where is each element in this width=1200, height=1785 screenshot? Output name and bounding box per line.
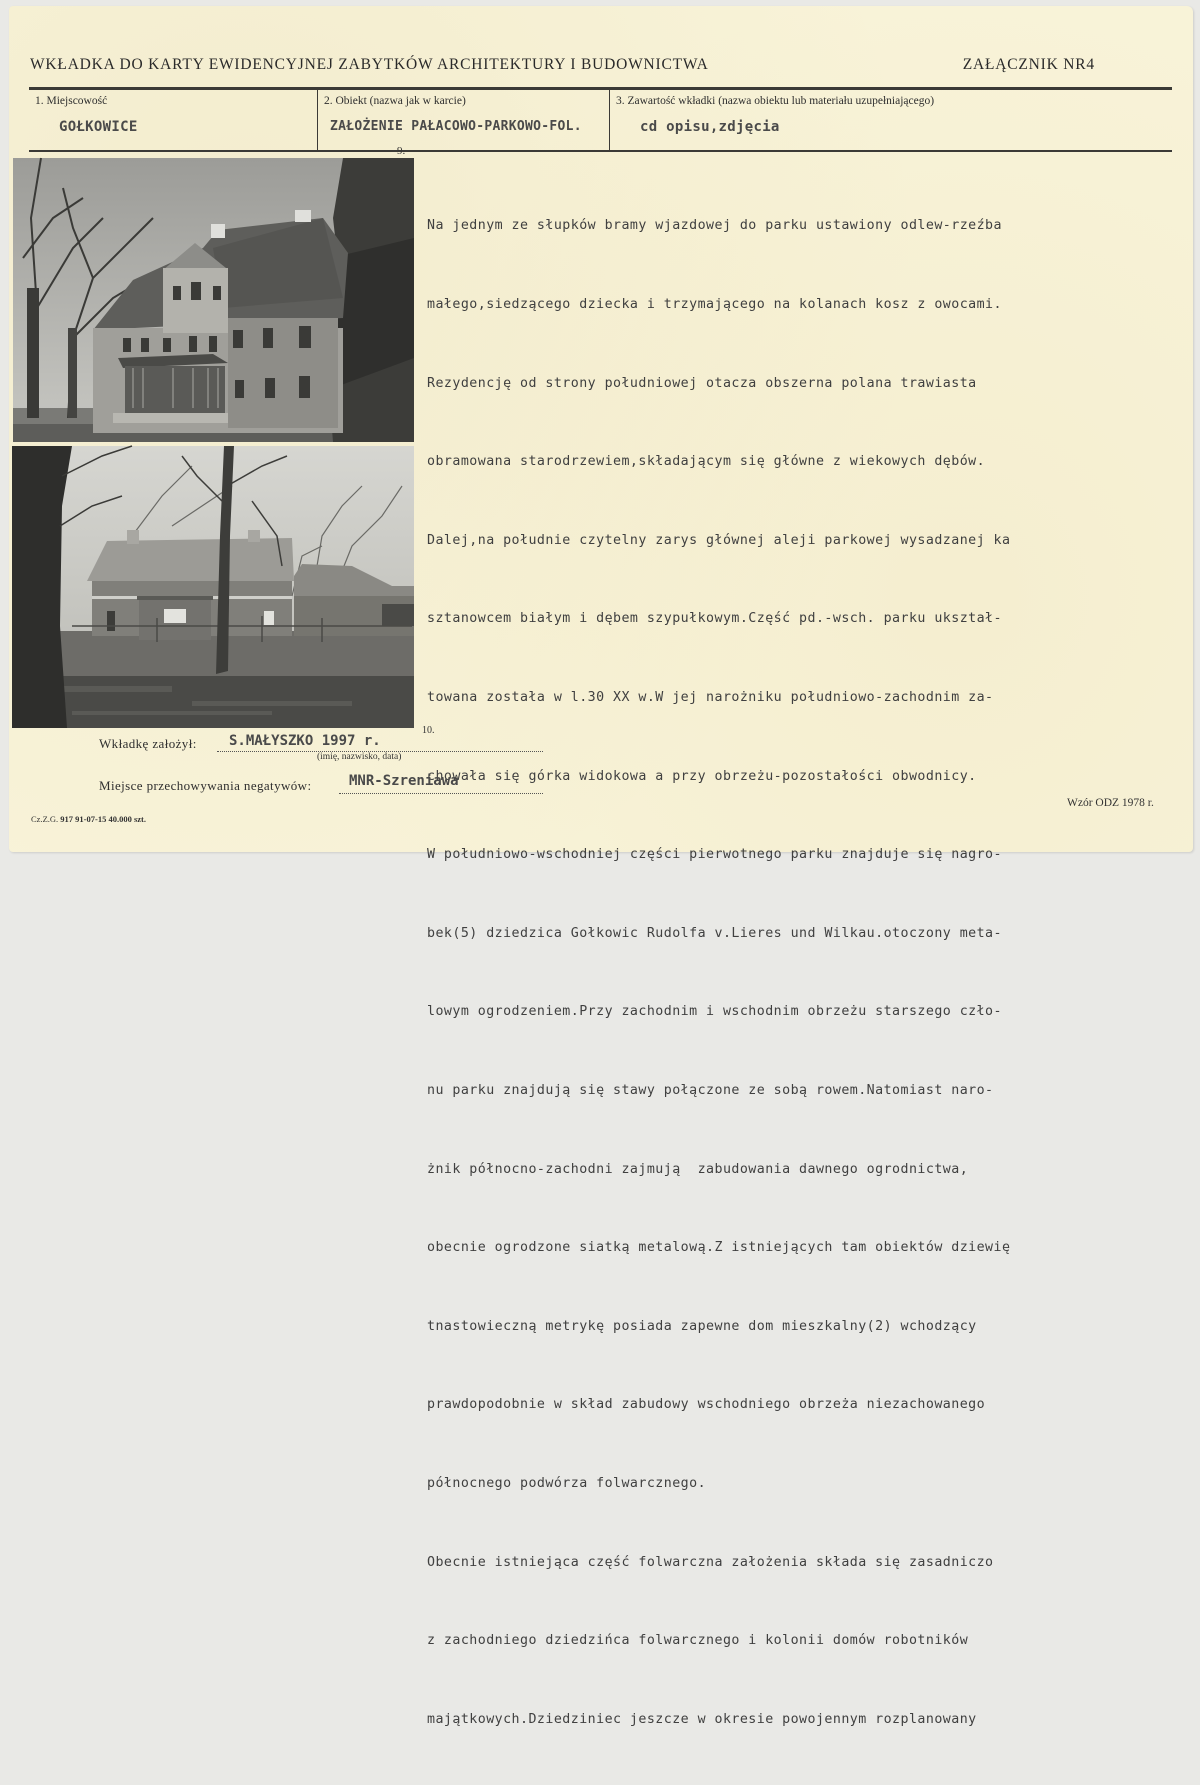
text-line: majątkowych.Dziedziniec jeszcze w okresie powojennym rozplanowany [427, 1711, 977, 1727]
field-contents [609, 90, 1173, 150]
photo-gardening-buildings [12, 446, 414, 728]
created-by-hint: (imię, nazwisko, data) [317, 752, 402, 762]
annex-number: ZAŁĄCZNIK NR4 [962, 56, 1095, 73]
field-object-value: ZAŁOŻENIE PAŁACOWO-PARKOWO-FOL. [330, 119, 582, 134]
text-line: Na jednym ze słupków bramy wjazdowej do parku ustawiony odlew-rzeźba [427, 218, 1002, 234]
text-line: sztanowcem białym i dębem szypułkowym.Część pd.-wsch. parku ukształ- [427, 611, 1002, 627]
negatives-storage-line [339, 792, 543, 794]
print-info-details: 917 91-07-15 40.000 szt. [60, 814, 146, 824]
field-locality-label: 1. Miejscowość [35, 95, 108, 107]
field-locality [29, 90, 317, 150]
palace-photo-image [13, 158, 414, 442]
description-text [427, 161, 1187, 1785]
text-line: towana została w l.30 XX w.W jej narożniku południowo-zachodnim za- [427, 689, 994, 705]
text-line: Obecnie istniejąca część folwarczna założenia składa się zasadniczo [427, 1554, 994, 1570]
photo-number-9: 9. [397, 145, 406, 157]
created-by-label: Wkładkę założył: [99, 736, 197, 751]
text-line: Rezydencję od strony południowej otacza obszerna polana trawiasta [427, 375, 977, 391]
gardening-photo-image [12, 446, 414, 728]
text-line: lowym ogrodzeniem.Przy zachodnim i wschodnim obrzeżu starszego czło- [427, 1004, 1002, 1020]
text-line: prawdopodobnie w skład zabudowy wschodniego obrzeża niezachowanego [427, 1397, 986, 1413]
header-fields [29, 90, 1172, 150]
text-line: bek(5) dziedzica Gołkowic Rudolfa v.Lieres und Wilkau.otoczony meta- [427, 925, 1002, 941]
print-info [31, 814, 146, 824]
field-object-label: 2. Obiekt (nazwa jak w karcie) [324, 95, 466, 107]
created-by-value: S.MAŁYSZKO 1997 r. [229, 733, 381, 749]
negatives-storage-value: MNR-Szreniawa [349, 773, 459, 789]
negatives-storage-label: Miejsce przechowywania negatywów: [99, 778, 312, 793]
text-line: obramowana starodrzewiem,składającym się główne z wiekowych dębów. [427, 454, 986, 470]
field-contents-value: cd opisu,zdjęcia [640, 119, 780, 135]
print-info-prefix: Cz.Z.G. [31, 814, 59, 824]
text-line: obecnie ogrodzone siatką metalową.Z istniejących tam obiektów dziewię [427, 1240, 1011, 1256]
photo-number-10: 10. [422, 725, 435, 736]
field-object [317, 90, 610, 150]
text-line: północnego podwórza folwarcznego. [427, 1475, 707, 1491]
text-line: tnastowieczną metrykę posiada zapewne dom mieszkalny(2) wchodzący [427, 1318, 977, 1334]
form-title: WKŁADKA DO KARTY EWIDENCYJNEJ ZABYTKÓW ARCHITEKTURY I BUDOWNICTWA [30, 56, 709, 73]
photo-palace [13, 158, 414, 442]
text-line: nu parku znajdują się stawy połączone ze sobą rowem.Natomiast naro- [427, 1082, 994, 1098]
text-line: W południowo-wschodniej części pierwotnego parku znajduje się nagro- [427, 847, 1002, 863]
text-line: żnik północno-zachodni zajmują zabudowania dawnego ogrodnictwa, [427, 1161, 969, 1177]
text-line: chowała się górka widokowa a przy obrzeżu-pozostałości obwodnicy. [427, 768, 977, 784]
template-version: Wzór ODZ 1978 r. [1067, 797, 1154, 809]
text-line: z zachodniego dziedzińca folwarcznego i kolonii domów robotników [427, 1633, 969, 1649]
document-page [9, 6, 1193, 1727]
text-line: Dalej,na południe czytelny zarys głównej aleji parkowej wysadzanej ka [427, 532, 1011, 548]
text-line: małego,siedzącego dziecka i trzymającego na kolanach kosz z owocami. [427, 297, 1002, 312]
field-locality-value: GOŁKOWICE [59, 119, 138, 135]
field-contents-label: 3. Zawartość wkładki (nazwa obiektu lub materiału uzupełniającego) [616, 95, 935, 107]
header-bottom-rule [29, 150, 1172, 152]
